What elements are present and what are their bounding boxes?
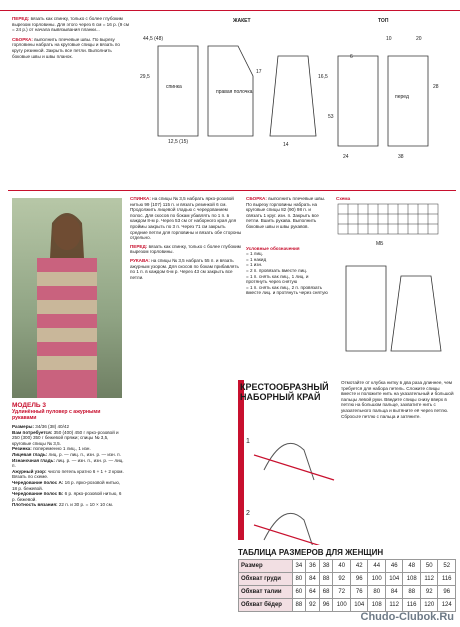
table-cell: 64 — [306, 586, 320, 599]
stripe-9 — [37, 370, 97, 398]
table-cell: 80 — [292, 573, 306, 586]
table-cell: 96 — [438, 586, 456, 599]
top-title: ТОП — [378, 18, 389, 24]
table-header-cell: 42 — [350, 560, 368, 573]
back-piece — [158, 46, 198, 136]
table-header-cell: Размер — [239, 560, 293, 573]
top-front-piece — [388, 56, 428, 146]
table-cell: 124 — [438, 599, 456, 612]
legend-4: = 2 п. провязать вместе лиц. — [246, 267, 308, 273]
table-header-cell: 34 — [292, 560, 306, 573]
top-back-piece — [338, 56, 378, 146]
dim-4: 16,5 — [318, 74, 328, 80]
table-cell: 104 — [385, 573, 403, 586]
table-cell: 76 — [350, 586, 368, 599]
table-cell: 92 — [306, 599, 320, 612]
dim-8: 28 — [433, 84, 439, 90]
rib-label: Резинка: — [12, 446, 32, 452]
dim-6: 14 — [283, 142, 289, 148]
stitch-chart — [336, 202, 446, 242]
cast-on-title: КРЕСТООБРАЗНЫЙ НАБОРНЫЙ КРАЙ — [240, 382, 329, 402]
watermark: Chudo-Clubok.Ru — [360, 611, 454, 623]
table-cell: 108 — [403, 573, 421, 586]
table-cell: 96 — [319, 599, 333, 612]
sizes-label: Размеры: — [12, 424, 34, 429]
table-cell: 80 — [368, 586, 386, 599]
table-header-cell: 52 — [438, 560, 456, 573]
table-header-row — [239, 560, 456, 573]
table-cell: 100 — [368, 573, 386, 586]
top-divider — [0, 10, 460, 11]
sizes-value: 34/36 (38) 40/42 — [35, 424, 69, 429]
table-cell: 92 — [420, 586, 438, 599]
middle-column — [130, 196, 242, 621]
table-cell: 108 — [368, 599, 386, 612]
table-cell: 120 — [420, 599, 438, 612]
right-assembly-text: выполнить плечевые швы. По вырезу горловины набрать на круговые спицы 82 (90) 98 п. и связать 1 круг. изн. п. Закрыть все петли. Вшить рукава. Выполнить боковые швы и швы рукавов. — [246, 196, 326, 229]
model-description — [12, 402, 124, 622]
front-label: правая полочка — [216, 89, 253, 95]
legend-6: = 1 п. снять как лиц., 2 п. провязать вместе лиц. и протянуть через снятую — [246, 284, 328, 296]
stripe-5 — [37, 314, 97, 328]
dim-11: 6 — [350, 54, 353, 60]
purl-label: Изнаночная гладь: — [12, 457, 55, 463]
dim-7: 24 — [343, 154, 349, 160]
purl-text: лиц. р. — изн. п., изн. р. — лиц. п. — [12, 457, 124, 469]
assembly-heading: СБОРКА: — [12, 36, 33, 42]
table-cell: 104 — [350, 599, 368, 612]
size-table — [238, 559, 456, 612]
table-cell: 68 — [319, 586, 333, 599]
size-table-title: ТАБЛИЦА РАЗМЕРОВ ДЛЯ ЖЕНЩИН — [238, 548, 384, 557]
lace-text: число петель кратно 6 + 1 + 2 кром. Вязать по схеме. — [12, 468, 124, 480]
stripe-2 — [37, 272, 97, 286]
table-cell: 88 — [403, 586, 421, 599]
stripe-7 — [37, 342, 97, 356]
face-text: лиц. р. — лиц. п., изн. р. — изн. п. — [48, 451, 121, 457]
legend-2: = 1 накид — [246, 256, 267, 262]
section-divider — [8, 190, 456, 191]
table-row — [239, 586, 456, 599]
hand-drawing — [244, 410, 339, 545]
mid-sleeves-text: на спицы № 3,5 набрать 55 п. и вязать ажурным узором. Для скосов по бокам прибавлять по 1 п. в каждом 6-м р. Через 43 см закрыть все петли. — [130, 257, 239, 280]
table-cell: 96 — [350, 573, 368, 586]
mid-back-text: на спицы № 3,5 набрать ярко-розовой нитью 99 (107) 115 п. и вязать резинкой 6 см. Продолжить лицевой гладью с чередованием полос. Для скосов по бокам убавлять по 1 п. в каждом 8-м р. Через 53 см от наборного края для проймы закрыть по 3 п. Через 71 см закрыть средние петли для горловины и вязать обе стороны отдельно. — [130, 196, 242, 241]
table-cell: 88 — [292, 599, 306, 612]
table-row — [239, 573, 456, 586]
lace-label: Ажурный узор: — [12, 468, 47, 474]
pullover-scheme — [336, 256, 446, 366]
dim-5: 29,5 — [140, 74, 150, 80]
dim-12: 10 — [386, 36, 392, 42]
right-column-text — [246, 196, 328, 376]
table-cell: 112 — [385, 599, 403, 612]
scheme-title: Схема — [336, 196, 351, 201]
row-label: Обхват бёдер — [239, 599, 293, 612]
legend-3: = 1 изн. — [246, 262, 263, 268]
stripes-b-label: Чередование полос Б: — [12, 491, 64, 497]
yarn-label: Вам потребуется: — [12, 429, 53, 435]
table-cell: 112 — [420, 573, 438, 586]
stripe-1 — [37, 258, 97, 272]
table-cell: 88 — [319, 573, 333, 586]
pullover-body — [346, 266, 386, 351]
front-heading: ПЕРЕД: — [12, 16, 30, 21]
pattern-schemes — [138, 26, 453, 184]
mid-sleeves-heading: РУКАВА: — [130, 257, 150, 263]
front-text: вязать как спинку, только с более глубоким вырезом горловины. Для этого через 6 см = 16 р. (9 см = 24 р.) от начала вывязывания планки... — [12, 16, 129, 33]
table-cell: 84 — [306, 573, 320, 586]
model-hair — [50, 213, 84, 258]
dim-9: 38 — [398, 154, 404, 160]
stripes-a-text: 16 р. ярко-розовой нитью, 18 р. бежевой. — [12, 479, 121, 491]
legend-1: = 1 лиц. — [246, 251, 263, 257]
legend-5: = 1 п. снять как лиц., 1 лиц. и протянуть через снятую — [246, 273, 309, 285]
cast-on-box — [238, 380, 456, 545]
table-cell: 60 — [292, 586, 306, 599]
table-cell: 100 — [333, 599, 351, 612]
pullover-sleeve — [391, 276, 441, 351]
table-header-cell: 40 — [333, 560, 351, 573]
table-cell: 84 — [385, 586, 403, 599]
table-cell: 116 — [438, 573, 456, 586]
top-left-text — [12, 16, 130, 188]
mid-front-heading: ПЕРЕД: — [130, 243, 148, 249]
mid-back-heading: СПИНКА: — [130, 196, 151, 201]
model-subtitle: Удлинённый пуловер с ажурными рукавами — [12, 409, 101, 421]
row-label: Обхват груди — [239, 573, 293, 586]
table-header-cell: 50 — [420, 560, 438, 573]
rib-text: попеременно 1 лиц., 1 изн. — [33, 446, 91, 452]
mid-front-text: вязать как спинку, только с более глубоким вырезом горловины. — [130, 243, 241, 255]
stripes-b-text: 6 р. ярко-розовой нитью, 6 р. бежевой. — [12, 491, 122, 502]
right-assembly-heading: СБОРКА: — [246, 196, 267, 201]
dim-13: 20 — [416, 36, 422, 42]
repeat-label: МБ — [376, 241, 384, 247]
table-header-cell: 36 — [306, 560, 320, 573]
table-header-cell: 46 — [385, 560, 403, 573]
row-label: Обхват талии — [239, 586, 293, 599]
stripes-a-label: Чередование полос А: — [12, 479, 64, 485]
table-header-cell: 48 — [403, 560, 421, 573]
table-cell: 92 — [333, 573, 351, 586]
stripe-4 — [37, 300, 97, 314]
stripe-8 — [37, 356, 97, 370]
top-front-label: перед — [395, 94, 409, 100]
stripe-3 — [37, 286, 97, 300]
jacket-title: ЖАКЕТ — [233, 18, 251, 24]
fig-2-label: 2 — [246, 510, 250, 517]
hand-illustration — [238, 380, 338, 540]
chart-scheme-area — [336, 196, 454, 376]
dim-1: 44,5 (48) — [143, 36, 164, 42]
cast-on-text: Отмотайте от клубка нитку в два раза длиннее, чем требуется для набора петель. Сложите спицы вместе и положите нить на указательный и большой пальцы левой руки. Введите спицы снизу вверх в петлю на большом пальце, захватите нить с указательного пальца и вытяните её через петлю. Сбросьте петлю с пальца и затяните. — [341, 380, 454, 419]
stripe-6 — [37, 328, 97, 342]
schemes-area — [138, 14, 453, 184]
model-photo — [12, 198, 122, 398]
table-cell: 72 — [333, 586, 351, 599]
model-illustration — [12, 198, 122, 398]
fig-1-label: 1 — [246, 438, 250, 445]
density-label: Плотность вязания: — [12, 502, 58, 508]
yarn-text: 350 (400) 450 г ярко-розовой и 250 (300) 350 г бежевой пряжи; спицы № 3,5, круговые спицы № 3,5. — [12, 429, 119, 446]
table-cell: 116 — [403, 599, 421, 612]
model-title: МОДЕЛЬ 3 — [12, 402, 47, 409]
table-header-cell: 38 — [319, 560, 333, 573]
dim-3: 17 — [256, 69, 262, 75]
table-row — [239, 599, 456, 612]
face-label: Лицевая гладь: — [12, 451, 48, 457]
density-text: 22 п. и 30 р. = 10 × 10 см. — [58, 502, 114, 508]
dim-10: 53 — [328, 114, 334, 120]
legend-title: Условные обозначения — [246, 245, 300, 251]
table-header-cell: 44 — [368, 560, 386, 573]
assembly-text: выполнить плечевые швы. По вырезу горловины набрать на круговые спицы и вязать по кругу резинкой. Закрыть все петли. Выполнить боковые швы и швы планок. — [12, 36, 120, 59]
sleeve-piece — [270, 56, 316, 136]
back-label: спинка — [166, 84, 182, 90]
dim-2: 12,5 (15) — [168, 139, 189, 145]
